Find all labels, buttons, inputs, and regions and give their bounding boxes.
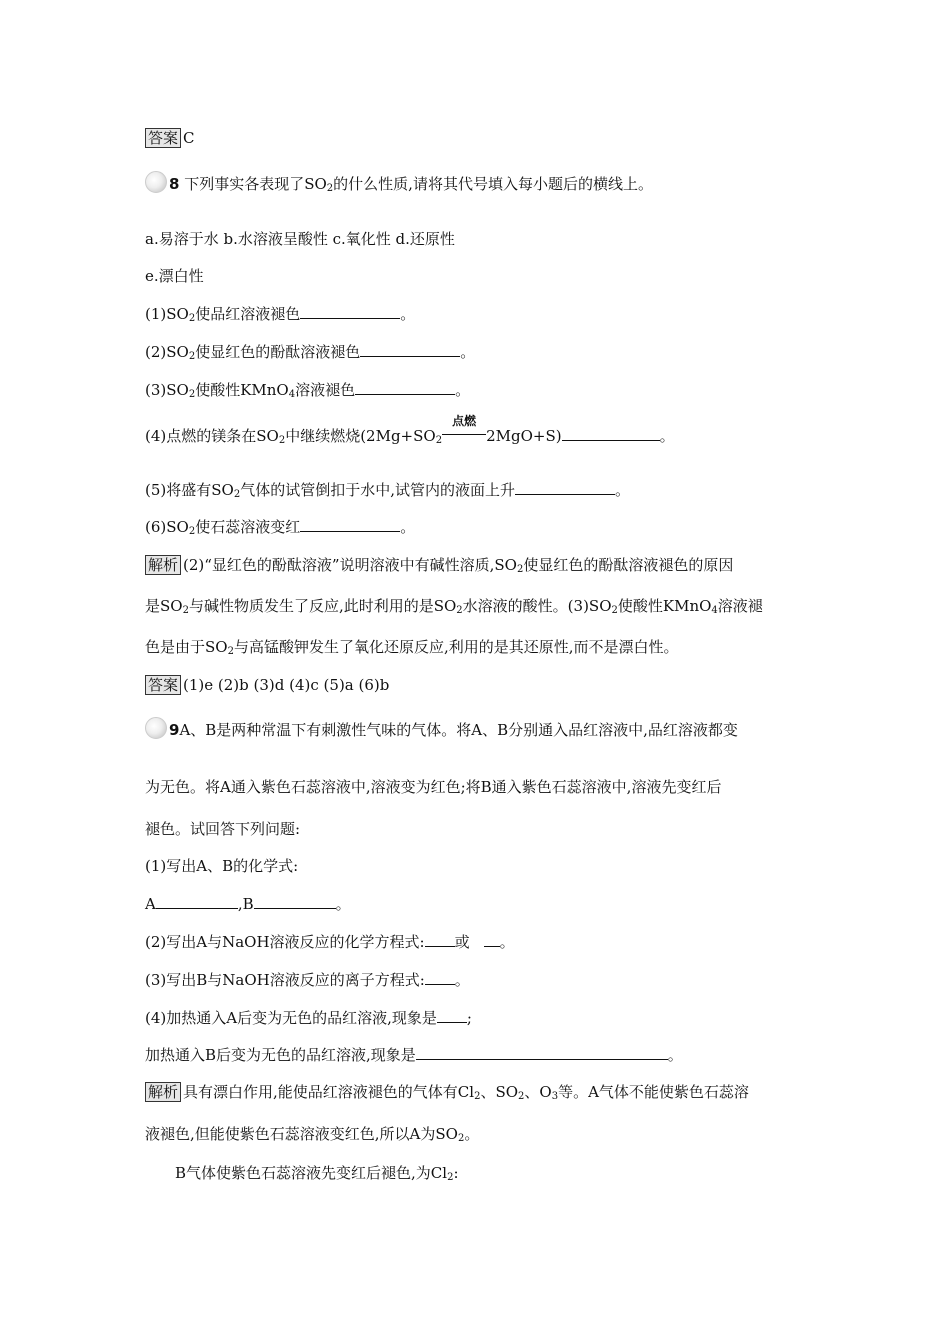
q7-answer: C	[183, 129, 195, 147]
answer-blank[interactable]	[300, 304, 400, 319]
q9-stem-2: 为无色。将A通入紫色石蕊溶液中,溶液变为红色;将B通入紫色石蕊溶液中,溶液先变红后	[145, 778, 722, 796]
answer-tag: 答案	[145, 128, 181, 148]
answer-blank[interactable]	[562, 426, 660, 441]
q8-part2: $(2)SO_2$使显红色的酚酞溶液褪色 。	[145, 343, 476, 362]
q8-part1: $(1)SO_2$使品红溶液褪色 。	[145, 305, 416, 324]
q8-part5: (5)将盛有$SO_2$气体的试管倒扣于水中,试管内的液面上升 。	[145, 481, 630, 500]
q8-part4: (4)点燃的镁条在$SO_2$中继续燃烧($2Mg+SO_2$ 点燃 2MgO+S) 。	[145, 414, 675, 446]
q9-analysis-1: 解析 具有漂白作用,能使品红溶液褪色的气体有$Cl_2$、$SO_2$、$O_3$等。A气体不能使紫色石蕊溶	[145, 1082, 749, 1102]
q8-answer: (1)e (2)b (3)d (4)c (5)a (6)b	[183, 676, 390, 694]
answer-tag: 答案	[145, 675, 181, 695]
answer-blank[interactable]	[360, 342, 460, 357]
q9-analysis-2: 液褪色,但能使紫色石蕊溶液变红色,所以A为$SO_2$。	[145, 1125, 480, 1144]
answer-blank[interactable]	[484, 932, 500, 947]
q7-answer-line	[145, 128, 195, 148]
q8-analysis-2: 是$SO_2$与碱性物质发生了反应,此时利用的是$SO_2$水溶液的酸性。$(3)SO_2$使酸性KMnO$_4$溶液褪	[145, 597, 763, 616]
q8-stem: 8 下列事实各表现了$SO_2$的什么性质,请将其代号填入每小题后的横线上。	[145, 171, 653, 194]
q9-part5: 加热通入B后变为无色的品红溶液,现象是 。	[145, 1046, 683, 1064]
question-marker-icon	[145, 171, 167, 193]
q9-stem-1: 9A、B是两种常温下有刺激性气味的气体。将A、B分别通入品红溶液中,品红溶液都变	[145, 717, 738, 740]
answer-blank[interactable]	[355, 380, 455, 395]
q8-analysis-1: 解析 (2)“显红色的酚酞溶液”说明溶液中有碱性溶质$,SO_2$使显红色的酚酞溶液褪色的原因	[145, 555, 733, 575]
q8-analysis-3: 色是由于$SO_2$与高锰酸钾发生了氧化还原反应,利用的是其还原性,而不是漂白性。	[145, 638, 679, 657]
question-marker-icon	[145, 717, 167, 739]
answer-blank[interactable]	[515, 480, 615, 495]
q9-part4: (4)加热通入A后变为无色的品红溶液,现象是 ;	[145, 1009, 472, 1027]
answer-blank[interactable]	[156, 894, 238, 909]
analysis-tag: 解析	[145, 1082, 181, 1102]
q9-part1: (1)写出A、B的化学式:	[145, 857, 299, 875]
q8-part3: $(3)SO_2$使酸性KMnO$_4$溶液褪色 。	[145, 381, 471, 400]
q8-options-1: a.易溶于水 b.水溶液呈酸性 c.氧化性 d.还原性	[145, 230, 455, 248]
q9-part3: (3)写出B与NaOH溶液反应的离子方程式: 。	[145, 971, 470, 989]
q9-stem-3: 褪色。试回答下列问题:	[145, 820, 301, 838]
answer-blank[interactable]	[254, 894, 336, 909]
answer-blank[interactable]	[437, 1008, 467, 1023]
answer-blank[interactable]	[416, 1045, 668, 1060]
analysis-tag: 解析	[145, 555, 181, 575]
q9-analysis-3: B气体使紫色石蕊溶液先变红后褪色,为$Cl_2$:	[175, 1164, 459, 1183]
answer-blank[interactable]	[425, 970, 455, 985]
reaction-condition: 点燃	[442, 423, 486, 441]
q9-part2: (2)写出A与NaOH溶液反应的化学方程式: 或 。	[145, 933, 515, 951]
q8-options-2: e.漂白性	[145, 267, 204, 285]
answer-blank[interactable]	[300, 517, 400, 532]
answer-blank[interactable]	[425, 932, 455, 947]
q8-answer-line	[145, 675, 389, 695]
q9-number: 9	[169, 721, 180, 739]
q8-part6: $(6)SO_2$使石蕊溶液变红 。	[145, 518, 416, 537]
q9-part1-blanks: A ,B 。	[145, 895, 351, 913]
q8-number: 8	[169, 175, 180, 193]
